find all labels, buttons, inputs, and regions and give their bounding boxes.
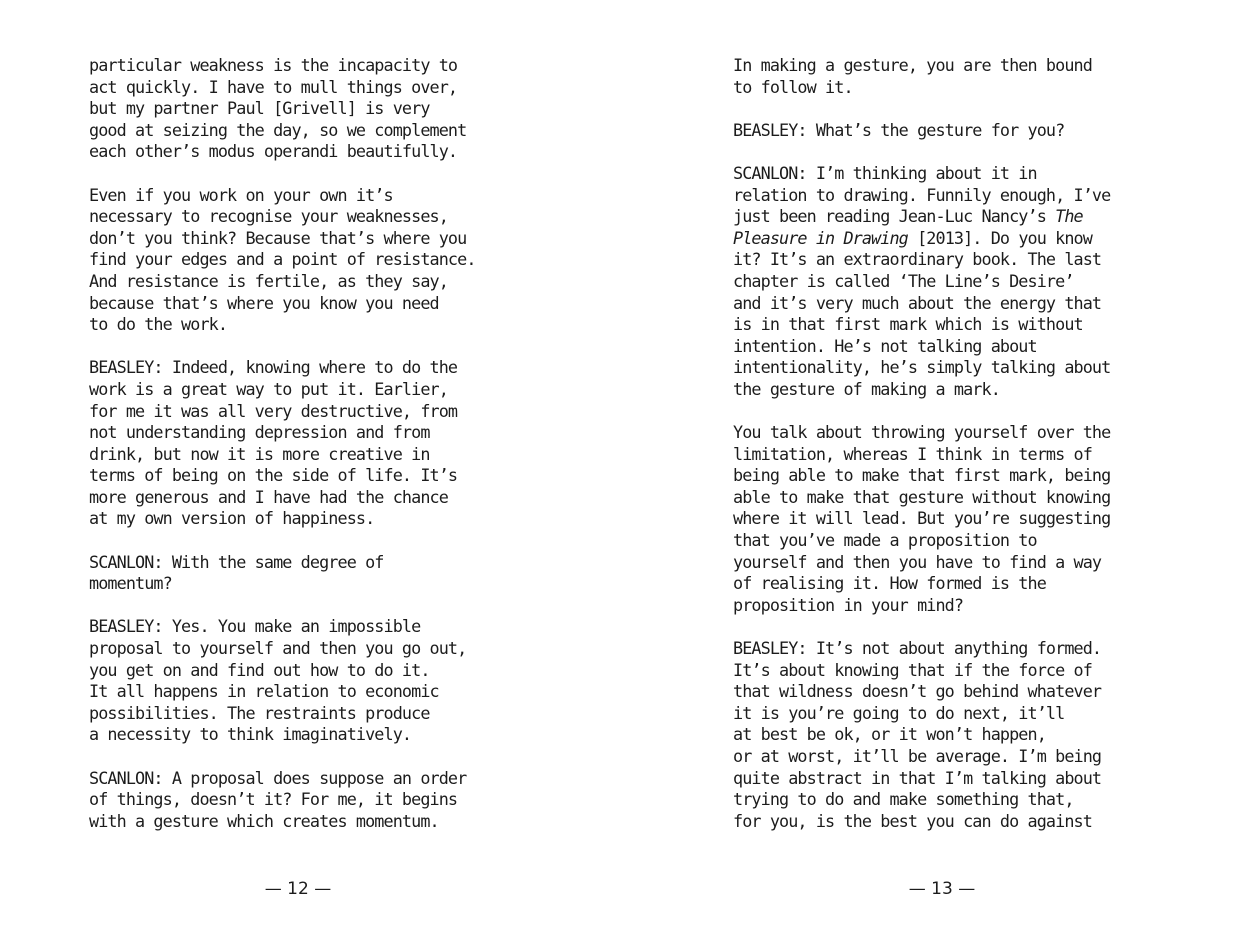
paragraph: BEASLEY: Yes. You make an impossible proposal to yourself and then you go out, you get on and find out how to do it. It all happens in relation to economic possibilities. The restraints produce a necessity to think imaginatively. bbox=[89, 616, 467, 745]
paragraph: BEASLEY: It’s not about anything formed. It’s about knowing that if the force of that wildness doesn’t go behind whatever it is you’re going to do next, it’ll at best be ok, or it won’t happen, or at worst, it’ll be average. I’m being quite abstract in that I’m talking about trying to do and make something that, for you, is the best you can do against bbox=[733, 638, 1102, 831]
book-title-italic: Pleasure in Drawing bbox=[733, 227, 908, 248]
paragraph: You talk about throwing yourself over the limitation, whereas I think in terms of being able to make that first mark, being able to make that gesture without knowing where it will lead. But you’re suggesting that you’ve made a proposition to yourself and then you have to find a way of realising it. How formed is the proposition in your mind? bbox=[733, 422, 1111, 615]
paragraph: BEASLEY: What’s the gesture for you? bbox=[733, 119, 1065, 140]
paragraph bbox=[733, 163, 1173, 401]
paragraph-text: SCANLON: I’m thinking about it in relation to drawing. Funnily enough, I’ve just been reading Jean-Luc Nancy’s bbox=[733, 162, 1111, 227]
right-text-column bbox=[733, 55, 1173, 854]
page-number: — 13 — bbox=[908, 879, 976, 899]
left-text-column bbox=[89, 55, 529, 854]
book-title-italic: The bbox=[1055, 206, 1083, 227]
right-page bbox=[620, 0, 1240, 933]
paragraph: In making a gesture, you are then bound to follow it. bbox=[733, 55, 1092, 97]
page-number: — 12 — bbox=[264, 879, 332, 899]
paragraph: SCANLON: With the same degree of momentum? bbox=[89, 551, 384, 594]
paragraph: SCANLON: A proposal does suppose an order of things, doesn’t it? For me, it begins with a gesture which creates momentum. bbox=[89, 767, 467, 831]
paragraph: Even if you work on your own it’s necessary to recognise your weaknesses, don’t you think? Because that’s where you find your edges and a point of resistance. And resistance is fertile, as they say, because that’s where you know you need to do the work. bbox=[89, 184, 476, 335]
paragraph: BEASLEY: Indeed, knowing where to do the work is a great way to put it. Earlier, for me it was all very destructive, from not understanding depression and from drink, but now it is more creative in terms of being on the side of life. It’s more generous and I have had the chance at my own version of happiness. bbox=[89, 357, 458, 529]
paragraph: particular weakness is the incapacity to act quickly. I have to mull things over, but my partner Paul [Grivell] is very good at seizing the day, so we complement each other’s modus operandi beautifully. bbox=[89, 55, 467, 162]
paragraph-text: [2013]. Do you know it? It’s an extraordinary book. The last chapter is called ‘The Line’s Desire’ and it’s very much about the energy that is in that first mark which is without intention. He’s not talking about intentionality, he’s simply talking about the gesture of making a mark. bbox=[733, 227, 1111, 399]
